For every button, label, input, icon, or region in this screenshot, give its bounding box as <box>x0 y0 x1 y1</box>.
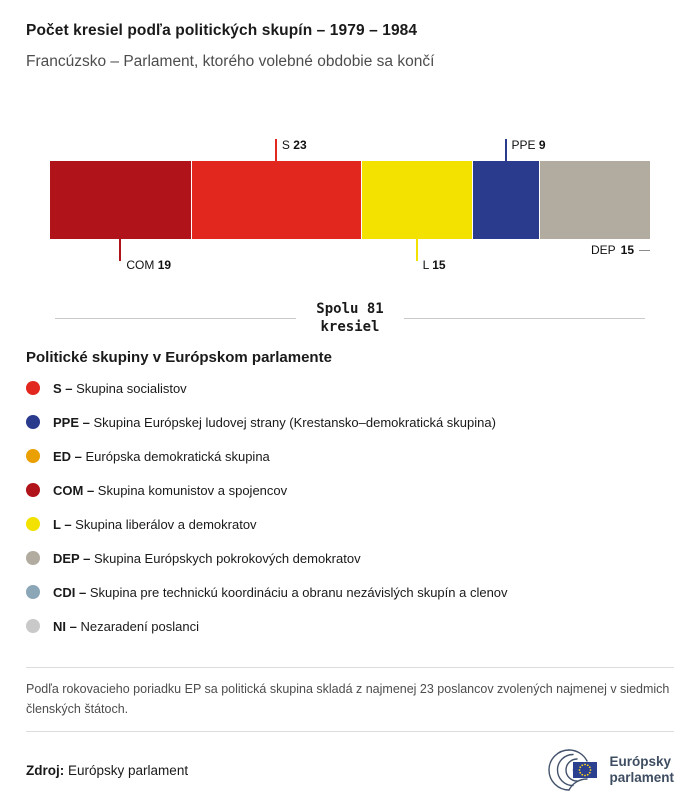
legend-label-ed: ED – Európska demokratická skupina <box>53 448 270 464</box>
eu-flag-icon <box>573 762 597 778</box>
stacked-bar <box>50 161 650 239</box>
bar-tick-s <box>275 139 277 161</box>
legend-item-ni <box>26 609 674 643</box>
ep-logo-line1: Európsky <box>609 754 671 770</box>
legend-item-cdi <box>26 575 674 609</box>
bar-label-ppe: PPE 9 <box>511 138 546 152</box>
total-label <box>316 301 383 336</box>
ep-logo <box>537 748 674 792</box>
legend-label-ni: NI – Nezaradení poslanci <box>53 618 199 634</box>
legend-dot-ed <box>26 449 40 463</box>
infographic <box>0 22 700 792</box>
legend-item-l <box>26 507 674 541</box>
legend-dot-cdi <box>26 585 40 599</box>
legend-item-ed <box>26 439 674 473</box>
bar-tick-l <box>416 239 418 261</box>
total-seats-row <box>55 301 645 336</box>
bar-segment-l <box>361 161 472 239</box>
ep-hemicycle-icon <box>537 748 601 792</box>
legend-dot-dep <box>26 551 40 565</box>
bar-tick-com <box>119 239 121 261</box>
bar-label-dep: DEP 15 <box>591 243 650 257</box>
divider-top <box>26 667 674 668</box>
bar-segment-dep <box>539 161 650 239</box>
page-subtitle: Francúzsko – Parlament, ktorého volebné obdobie sa končí <box>26 53 435 70</box>
legend-dot-l <box>26 517 40 531</box>
legend-label-dep: DEP – Skupina Európskych pokrokových demokratov <box>53 550 361 566</box>
bar-tick-ppe <box>505 139 507 161</box>
ep-logo-line2: parlament <box>609 770 674 785</box>
total-line2: kresiel <box>320 318 380 335</box>
legend-label-s: S – Skupina socialistov <box>53 380 187 396</box>
legend <box>26 371 674 643</box>
legend-dot-s <box>26 381 40 395</box>
source-label: Zdroj: <box>26 762 65 778</box>
source-value: Európsky parlament <box>68 762 189 778</box>
bar-label-l: L 15 <box>422 258 446 272</box>
total-rule-right <box>404 318 645 319</box>
ep-logo-text <box>609 754 674 785</box>
legend-item-com <box>26 473 674 507</box>
legend-dot-com <box>26 483 40 497</box>
legend-label-com: COM – Skupina komunistov a spojencov <box>53 482 288 498</box>
legend-label-cdi: CDI – Skupina pre technickú koordináciu a obranu nezávislých skupín a clenov <box>53 584 508 600</box>
legend-label-l: L – Skupina liberálov a demokratov <box>53 516 257 532</box>
footnote: Podľa rokovacieho poriadku EP sa politická skupina skladá z najmenej 23 poslancov zvolených najmenej v siedmich členských štátoch. <box>26 682 670 716</box>
legend-label-ppe: PPE – Skupina Európskej ludovej strany (Krestansko–demokratická skupina) <box>53 414 496 430</box>
bar-segment-com <box>50 161 191 239</box>
footer <box>26 748 674 792</box>
legend-item-s <box>26 371 674 405</box>
legend-item-dep <box>26 541 674 575</box>
bar-segment-ppe <box>472 161 539 239</box>
bar-segment-s <box>191 161 361 239</box>
divider-bottom <box>26 731 674 732</box>
page-title: Počet kresiel podľa politických skupín – 1979 – 1984 <box>26 22 418 39</box>
source <box>26 763 188 778</box>
total-rule-left <box>55 318 296 319</box>
legend-item-ppe <box>26 405 674 439</box>
bar-label-s: S 23 <box>281 138 307 152</box>
legend-heading: Politické skupiny v Európskom parlamente <box>26 349 332 366</box>
seat-bar-chart <box>50 138 650 272</box>
legend-dot-ppe <box>26 415 40 429</box>
legend-dot-ni <box>26 619 40 633</box>
bar-label-com: COM 19 <box>126 258 172 272</box>
total-line1: Spolu 81 <box>316 301 384 317</box>
